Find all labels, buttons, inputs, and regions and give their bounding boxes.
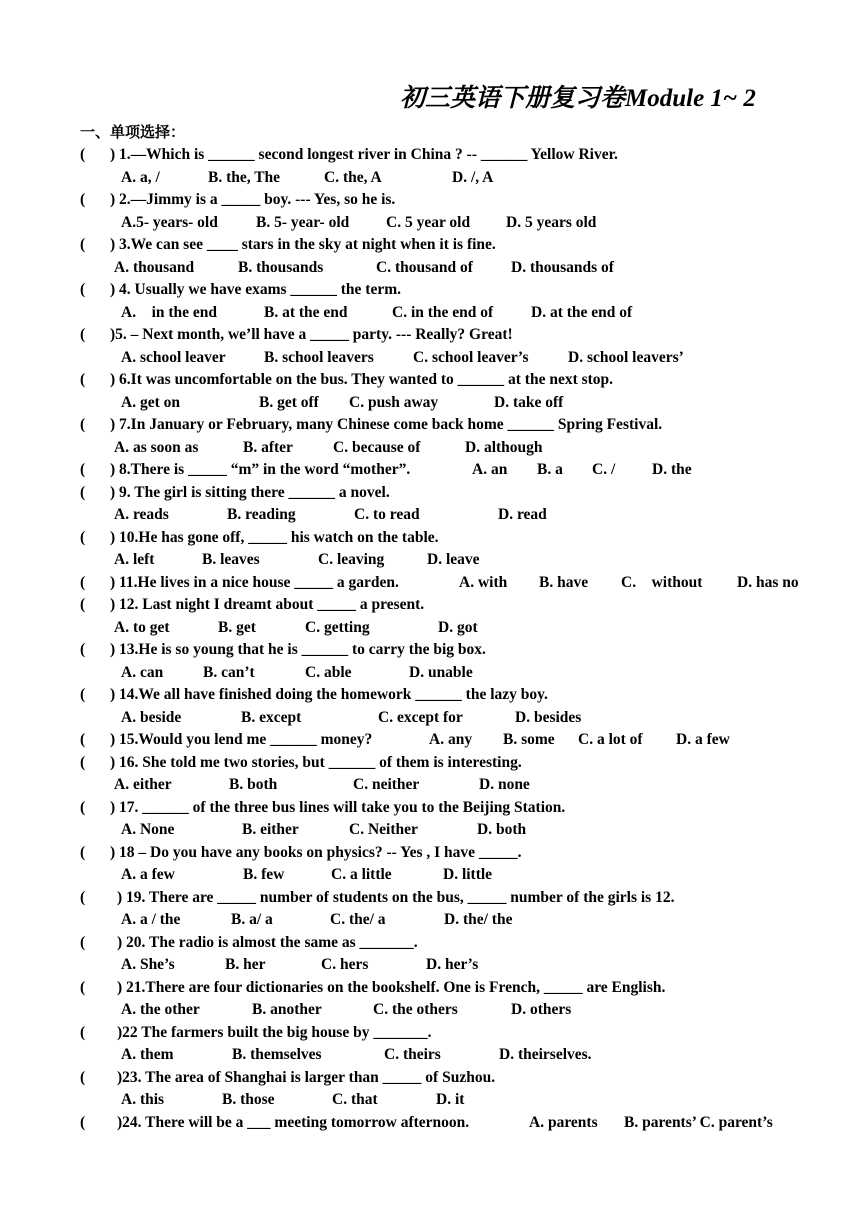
- option-b: B. her: [225, 956, 266, 973]
- option-d: D. got: [438, 618, 478, 636]
- option-d: D. the: [652, 461, 692, 478]
- option-d: D. thousands of: [511, 258, 614, 276]
- question-row: [0, 797, 860, 820]
- option-a: A. with: [459, 573, 508, 591]
- question-row: [0, 369, 860, 392]
- question-row: [0, 459, 860, 482]
- option-a: A. None: [121, 821, 175, 838]
- question-stem: ) 14.We all have finished doing the homework ______ the lazy boy.: [110, 686, 548, 703]
- option-d: D. leave: [427, 551, 480, 568]
- option-d: D. although: [465, 438, 543, 456]
- options-row: [0, 212, 860, 235]
- option-b: B. themselves: [232, 1046, 322, 1063]
- question-stem: ) 17. ______ of the three bus lines will take you to the Beijing Station.: [110, 798, 566, 816]
- option-b: B. a: [537, 461, 563, 478]
- answer-bracket: (: [80, 731, 86, 748]
- answer-bracket: (: [80, 528, 86, 546]
- option-b: B. thousands: [238, 258, 324, 276]
- question-row: [0, 189, 860, 212]
- option-a: A. She’s: [121, 956, 175, 973]
- option-c: C. getting: [305, 618, 370, 636]
- option-d: D. unable: [409, 663, 473, 681]
- option-d: D. a few: [676, 731, 730, 748]
- option-b: B. either: [242, 821, 299, 838]
- options-row: [0, 257, 860, 280]
- option-b: B. some: [503, 731, 555, 748]
- option-d: D. it: [436, 1091, 465, 1108]
- option-a: A. an: [472, 461, 508, 478]
- option-b: B. another: [252, 1001, 322, 1018]
- option-b: B. can’t: [203, 663, 255, 681]
- option-a: A. as soon as: [114, 438, 199, 456]
- option-a: A. a few: [121, 866, 175, 883]
- question-stem: ) 4. Usually we have exams ______ the term.: [110, 281, 402, 298]
- option-b: B. a/ a: [231, 911, 273, 928]
- question-stem: ) 15.Would you lend me ______ money?: [110, 731, 373, 748]
- options-row: [0, 909, 860, 932]
- option-c: C. except for: [378, 708, 463, 726]
- answer-bracket: (: [80, 461, 86, 478]
- question-row: [0, 1112, 860, 1135]
- option-a: A. a / the: [121, 911, 181, 928]
- option-c: C. able: [305, 663, 352, 681]
- question-row: [0, 279, 860, 302]
- option-a: A. thousand: [114, 258, 195, 276]
- question-row: [0, 977, 860, 1000]
- question-stem: ) 11.He lives in a nice house _____ a garden.: [110, 573, 399, 591]
- question-row: [0, 414, 860, 437]
- option-c: C. in the end of: [392, 303, 494, 321]
- options-row: [0, 504, 860, 527]
- option-b: B. parents’ C. parent’s: [624, 1113, 773, 1131]
- answer-bracket: (: [80, 1113, 86, 1131]
- option-c: C. hers: [321, 956, 369, 973]
- option-c: C. /: [592, 461, 616, 478]
- option-b: B. at the end: [264, 303, 348, 321]
- option-b: B. 5- year- old: [256, 213, 350, 231]
- answer-bracket: (: [80, 236, 86, 253]
- answer-bracket: (: [80, 483, 86, 501]
- question-row: [0, 594, 860, 617]
- question-row: [0, 887, 860, 910]
- option-d: D. school leavers’: [568, 348, 684, 366]
- answer-bracket: (: [80, 753, 86, 771]
- option-a: A. can: [121, 663, 164, 681]
- option-b: B. except: [241, 708, 302, 726]
- option-a: A. parents: [529, 1113, 598, 1131]
- answer-bracket: (: [80, 933, 86, 951]
- option-a: A. any: [429, 731, 473, 748]
- question-stem: ) 7.In January or February, many Chinese come back home ______ Spring Festival.: [110, 416, 663, 433]
- question-stem: ) 2.—Jimmy is a _____ boy. --- Yes, so he is.: [110, 191, 396, 208]
- options-row: [0, 1089, 860, 1112]
- options-row: [0, 864, 860, 887]
- option-c: C. the/ a: [330, 911, 386, 928]
- option-b: B. after: [243, 438, 293, 456]
- option-c: C. push away: [349, 393, 439, 411]
- option-a: A. beside: [121, 708, 182, 726]
- answer-bracket: (: [80, 146, 86, 163]
- option-a: A. left: [114, 551, 155, 568]
- question-row: [0, 729, 860, 752]
- options-row: [0, 437, 860, 460]
- question-row: [0, 234, 860, 257]
- question-stem: ) 1.—Which is ______ second longest river in China ? -- ______ Yellow River.: [110, 146, 618, 163]
- option-a: A. the other: [121, 1001, 200, 1018]
- question-row: [0, 684, 860, 707]
- answer-bracket: (: [80, 281, 86, 298]
- answer-bracket: (: [80, 978, 86, 996]
- options-row: [0, 302, 860, 325]
- option-c: C. that: [332, 1091, 378, 1108]
- option-c: C. because of: [333, 438, 421, 456]
- option-b: B. school leavers: [264, 348, 374, 366]
- question-stem: ) 8.There is _____ “m” in the word “mother”.: [110, 461, 411, 478]
- option-a: A. this: [121, 1091, 165, 1108]
- answer-bracket: (: [80, 326, 86, 343]
- option-b: B. get: [218, 618, 256, 636]
- question-stem: ) 16. She told me two stories, but ______ of them is interesting.: [110, 753, 522, 771]
- option-c: C. a little: [331, 866, 392, 883]
- answer-bracket: (: [80, 888, 86, 906]
- option-d: D. both: [477, 821, 527, 838]
- answer-bracket: (: [80, 191, 86, 208]
- options-row: [0, 819, 860, 842]
- question-row: [0, 572, 860, 595]
- question-stem: )23. The area of Shanghai is larger than _____ of Suzhou.: [117, 1068, 496, 1086]
- option-b: B. few: [243, 866, 285, 883]
- section-heading: 一、单项选择：: [80, 123, 186, 141]
- page-title: 初三英语下册复习卷Module 1~ 2: [400, 85, 756, 112]
- options-row: [0, 999, 860, 1022]
- options-row: [0, 954, 860, 977]
- question-stem: ) 20. The radio is almost the same as _______.: [117, 933, 418, 951]
- answer-bracket: (: [80, 573, 86, 591]
- question-stem: )24. There will be a ___ meeting tomorrow afternoon.: [117, 1113, 470, 1131]
- option-c: C. the others: [373, 1001, 458, 1018]
- option-c: C. a lot of: [578, 731, 643, 748]
- option-a: A. either: [114, 776, 172, 793]
- option-b: B. get off: [259, 393, 319, 411]
- options-row: [0, 549, 860, 572]
- option-d: D. take off: [494, 393, 564, 411]
- question-row: [0, 752, 860, 775]
- option-b: B. the, The: [208, 168, 281, 186]
- option-d: D. has no: [737, 573, 799, 591]
- options-row: [0, 1044, 860, 1067]
- option-d: D. at the end of: [531, 303, 633, 321]
- question-stem: ) 18 – Do you have any books on physics? -- Yes , I have _____.: [110, 843, 522, 861]
- options-row: [0, 392, 860, 415]
- option-a: A. get on: [121, 393, 180, 411]
- option-d: D. besides: [515, 708, 582, 726]
- option-d: D. others: [511, 1001, 572, 1018]
- option-c: C. to read: [354, 506, 420, 523]
- option-c: C. leaving: [318, 551, 385, 568]
- option-c: C. theirs: [384, 1046, 441, 1063]
- option-b: B. both: [229, 776, 278, 793]
- question-stem: ) 10.He has gone off, _____ his watch on the table.: [110, 528, 439, 546]
- option-d: D. theirselves.: [499, 1046, 592, 1063]
- question-row: [0, 144, 860, 167]
- question-row: [0, 1067, 860, 1090]
- options-row: [0, 774, 860, 797]
- option-d: D. her’s: [426, 956, 479, 973]
- question-stem: )22 The farmers built the big house by _______.: [117, 1023, 432, 1041]
- answer-bracket: (: [80, 596, 86, 613]
- answer-bracket: (: [80, 371, 86, 388]
- option-b: B. those: [222, 1091, 275, 1108]
- question-stem: ) 12. Last night I dreamt about _____ a present.: [110, 596, 425, 613]
- question-row: [0, 639, 860, 662]
- option-c: C. the, A: [324, 168, 382, 186]
- options-row: [0, 347, 860, 370]
- question-stem: ) 3.We can see ____ stars in the sky at night when it is fine.: [110, 236, 496, 253]
- question-list: [0, 144, 860, 1134]
- options-row: [0, 167, 860, 190]
- options-row: [0, 617, 860, 640]
- option-a: A. school leaver: [121, 348, 226, 366]
- option-c: C. neither: [353, 776, 420, 793]
- question-stem: )5. – Next month, we’ll have a _____ party. --- Really? Great!: [110, 326, 513, 343]
- question-row: [0, 482, 860, 505]
- option-a: A.5- years- old: [121, 213, 218, 231]
- option-b: B. have: [539, 573, 589, 591]
- question-stem: ) 21.There are four dictionaries on the bookshelf. One is French, _____ are English.: [117, 978, 666, 996]
- question-stem: ) 9. The girl is sitting there ______ a novel.: [110, 483, 390, 501]
- answer-bracket: (: [80, 1023, 86, 1041]
- question-row: [0, 842, 860, 865]
- answer-bracket: (: [80, 1068, 86, 1086]
- option-c: C. Neither: [349, 821, 418, 838]
- options-row: [0, 707, 860, 730]
- option-b: B. leaves: [202, 551, 260, 568]
- option-b: B. reading: [227, 506, 296, 523]
- option-c: C. without: [621, 573, 703, 591]
- option-d: D. read: [498, 506, 547, 523]
- question-stem: ) 6.It was uncomfortable on the bus. They wanted to ______ at the next stop.: [110, 371, 614, 388]
- question-row: [0, 932, 860, 955]
- option-a: A. a, /: [121, 168, 160, 186]
- option-a: A. them: [121, 1046, 174, 1063]
- option-d: D. none: [479, 776, 530, 793]
- option-d: D. 5 years old: [506, 213, 597, 231]
- question-row: [0, 1022, 860, 1045]
- options-row: [0, 662, 860, 685]
- option-c: C. school leaver’s: [413, 348, 529, 366]
- option-a: A. reads: [114, 506, 169, 523]
- option-a: A. to get: [114, 618, 170, 636]
- question-row: [0, 324, 860, 347]
- answer-bracket: (: [80, 686, 86, 703]
- option-c: C. thousand of: [376, 258, 473, 276]
- answer-bracket: (: [80, 843, 86, 861]
- option-a: A. in the end: [121, 303, 218, 321]
- answer-bracket: (: [80, 416, 86, 433]
- question-stem: ) 13.He is so young that he is ______ to carry the big box.: [110, 641, 486, 658]
- option-d: D. /, A: [452, 168, 494, 186]
- answer-bracket: (: [80, 798, 86, 816]
- option-d: D. the/ the: [444, 911, 513, 928]
- option-d: D. little: [443, 866, 493, 883]
- option-c: C. 5 year old: [386, 213, 471, 231]
- question-stem: ) 19. There are _____ number of students on the bus, _____ number of the girls is 12.: [117, 888, 675, 906]
- answer-bracket: (: [80, 641, 86, 658]
- question-row: [0, 527, 860, 550]
